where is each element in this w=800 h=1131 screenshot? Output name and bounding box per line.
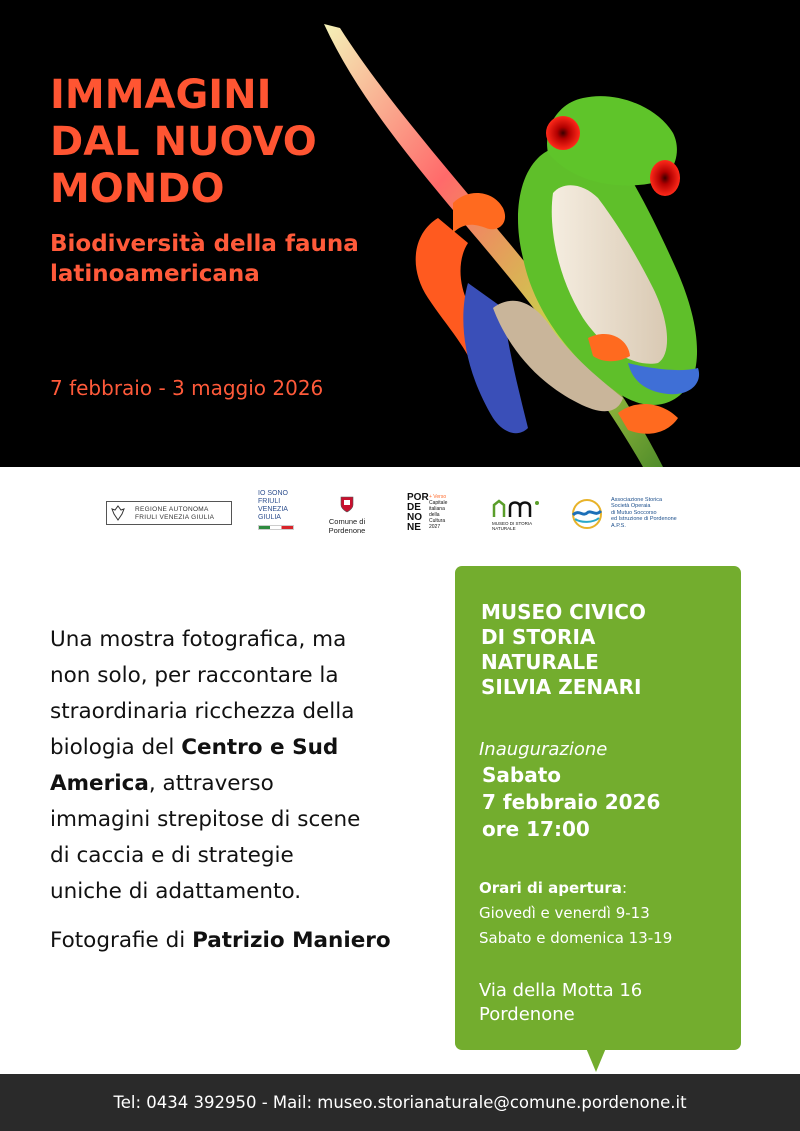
frog-photo [318, 18, 718, 467]
capitale-small-6: 2027 [429, 524, 441, 530]
description-line-6: immagini strepitose di scene [50, 807, 361, 832]
asso-line-3: di Mutuo Soccorso [611, 509, 657, 516]
io-sono-line-1: IO SONO [258, 490, 288, 497]
asso-line-5: A.P.S. [611, 522, 626, 529]
hours-line-1: Giovedì e venerdì 9-13 [479, 904, 650, 922]
inauguration [479, 738, 660, 843]
asso-line-4: ed Istruzione di Pordenone [611, 516, 677, 523]
museum-line-4: SILVIA ZENARI [481, 675, 642, 699]
asso-line-1: Associazione Storica [611, 497, 663, 503]
title-line-3: MONDO [50, 166, 225, 212]
capitale-big-2: DE [407, 502, 421, 513]
exhibition-subtitle [50, 229, 359, 289]
inauguration-date: 7 febbraio 2026 [482, 790, 661, 814]
description-line-5 [50, 766, 435, 802]
asso-line-2: Società Operaia [611, 503, 651, 510]
description-line-4 [50, 730, 435, 766]
description-line-5-text: , attraverso [148, 771, 274, 796]
logo-regione-fvg [106, 501, 232, 525]
capitale-big-1: POR [407, 492, 429, 503]
museo-logo-line-1: MUSEO DI STORIA [492, 521, 533, 526]
title-line-2: DAL NUOVO [50, 119, 317, 165]
address-city: Pordenone [479, 1004, 575, 1025]
hours-heading-line [479, 876, 672, 901]
contact-info: Tel: 0434 392950 - Mail: museo.storianaturale@comune.pordenone.it [113, 1093, 687, 1112]
description-line-8: uniche di adattamento. [50, 879, 302, 904]
address-street: Via della Motta 16 [479, 980, 643, 1001]
hero-banner [0, 0, 800, 467]
hours-heading: Orari di apertura [479, 879, 622, 897]
highlight-centro-sud: Centro e Sud [181, 735, 339, 760]
logo-associazione-storica [569, 497, 709, 531]
capitale-small-4: della [429, 512, 440, 518]
description-line-7: di caccia e di strategie [50, 843, 294, 868]
italian-flag-stripe [258, 525, 294, 530]
inauguration-time: ore 17:00 [482, 817, 590, 841]
exhibition-description [50, 622, 435, 910]
regione-line-2: FRIULI VENEZIA GIULIA [135, 513, 215, 521]
museum-name [481, 600, 646, 700]
photographer-name: Patrizio Maniero [192, 928, 391, 953]
description-line-1: Una mostra fotografica, ma [50, 627, 347, 652]
contact-footer [0, 1074, 800, 1131]
exhibition-dates: 7 febbraio - 3 maggio 2026 [50, 376, 324, 400]
info-card [455, 566, 741, 1050]
info-card-pointer [586, 1048, 606, 1072]
museum-address [479, 979, 642, 1027]
logo-io-sono-fvg [258, 490, 294, 530]
description-line-3: straordinaria ricchezza della [50, 699, 355, 724]
museum-line-2: DI STORIA [481, 625, 596, 649]
inauguration-day: Sabato [482, 763, 562, 787]
hours-colon: : [621, 879, 627, 897]
hours-line-2: Sabato e domenica 13-19 [479, 929, 673, 947]
museum-line-1: MUSEO CIVICO [481, 600, 646, 624]
logo-capitale-cultura [407, 492, 467, 533]
capitale-big-3: NO [407, 512, 422, 523]
description-line-4-text: biologia del [50, 735, 182, 760]
capitale-big-4: NE [407, 522, 421, 533]
inauguration-datetime [482, 762, 660, 843]
inauguration-label: Inaugurazione [479, 739, 608, 760]
opening-hours [479, 876, 672, 951]
io-sono-line-4: GIULIA [258, 514, 281, 521]
regione-eagle-icon [111, 505, 125, 521]
museo-logo-icon [490, 497, 544, 519]
capitale-small-3: italiana [429, 506, 445, 512]
io-sono-line-3: VENEZIA [258, 506, 288, 513]
regione-line-1: REGIONE AUTONOMA [135, 506, 209, 513]
museo-logo-line-2: NATURALE [492, 526, 516, 531]
logo-comune-pordenone [313, 495, 381, 535]
photo-credit [50, 928, 391, 953]
partner-logos [0, 467, 800, 567]
capitale-small-2: Capitale [429, 500, 448, 506]
comune-shield-icon [340, 495, 354, 513]
museum-line-3: NATURALE [481, 650, 599, 674]
credit-prefix: Fotografie di [50, 928, 193, 953]
subtitle-line-1: Biodiversità della fauna [50, 231, 359, 257]
handshake-icon [569, 497, 605, 531]
comune-label: Comune di Pordenone [328, 517, 366, 535]
exhibition-title [50, 72, 317, 213]
description-line-2: non solo, per raccontare la [50, 663, 339, 688]
logo-museo-storia-naturale [490, 497, 550, 529]
subtitle-line-2: latinoamericana [50, 261, 260, 287]
title-line-1: IMMAGINI [50, 72, 272, 118]
capitale-small-1: + Verso [429, 494, 447, 500]
io-sono-line-2: FRIULI [258, 498, 281, 505]
highlight-america: America [50, 771, 149, 796]
capitale-small-5: Cultura [429, 518, 446, 524]
